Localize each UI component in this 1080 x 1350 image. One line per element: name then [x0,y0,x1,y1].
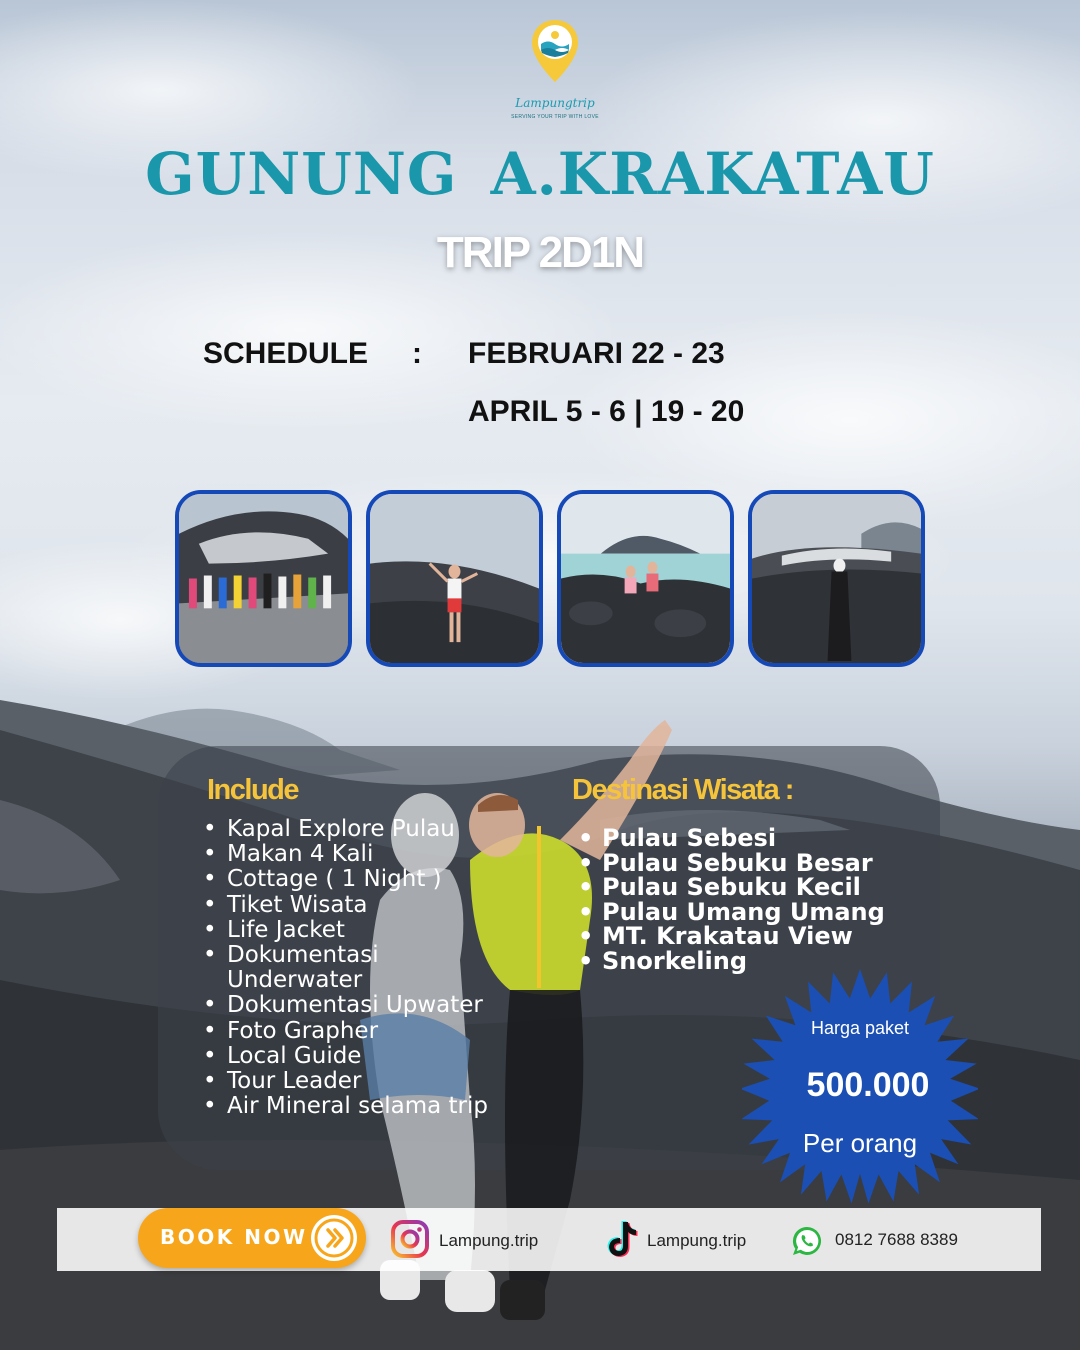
woman-black-dress-crater-icon [752,494,921,663]
price-badge [742,968,978,1204]
list-item: • Cottage ( 1 Night ) [203,867,543,892]
list-item: • Foto Grapher [203,1019,543,1044]
list-item: • Dokumentasi Underwater [203,943,403,993]
women-on-rocks-sea-icon [561,494,730,663]
list-item: • Dokumentasi Upwater [203,993,543,1018]
schedule-separator: : [412,337,422,370]
instagram-handle[interactable]: Lampung.trip [439,1231,539,1250]
price-amount: 500.000 [806,1066,930,1104]
include-heading: Include [207,774,299,806]
instagram-icon[interactable] [391,1220,429,1258]
destinations-list [578,826,908,973]
brand-logo [505,18,605,118]
column-divider [537,826,541,988]
double-chevron-right-icon [311,1215,357,1261]
destinations-heading: Destinasi Wisata : [572,774,793,806]
map-pin-icon [529,18,581,84]
schedule-dates-april: APRIL 5 - 6 | 19 - 20 [468,395,745,428]
whatsapp-icon[interactable] [791,1225,823,1257]
tiktok-handle[interactable]: Lampung.trip [647,1231,747,1250]
page-title: GUNUNG A.KRAKATAU [145,140,935,208]
list-item: • Air Mineral selama trip [203,1094,543,1119]
list-item: • Pulau Sebuku Kecil [578,875,908,900]
list-item: • Local Guide [203,1044,543,1069]
list-item: • MT. Krakatau View [578,924,908,949]
book-now-label: BOOK NOW [160,1225,308,1249]
price-label: Harga paket [810,1018,910,1038]
list-item: • Life Jacket [203,918,543,943]
photo-woman-slope [366,490,543,667]
list-item: • Pulau Umang Umang [578,900,908,925]
photo-woman-crater [748,490,925,667]
list-item: • Tour Leader [203,1069,543,1094]
list-item: • Makan 4 Kali [203,842,543,867]
trip-duration: TRIP 2D1N [436,228,644,277]
price-unit: Per orang [802,1128,918,1158]
logo-wordmark: Lampungtrip [515,96,595,110]
list-item: • Pulau Sebuku Besar [578,851,908,876]
list-item: • Kapal Explore Pulau [203,817,543,842]
photo-women-rocks [557,490,734,667]
schedule-dates-february: FEBRUARI 22 - 23 [468,337,725,370]
tiktok-icon[interactable] [604,1220,638,1258]
group-photo-crater-icon [179,494,348,663]
logo-tagline: SERVING YOUR TRIP WITH LOVE [511,114,599,120]
woman-red-shorts-slope-icon [370,494,539,663]
schedule-label: SCHEDULE [203,337,369,370]
include-list [203,817,543,1119]
book-now-button[interactable] [138,1208,366,1268]
photo-group-crater [175,490,352,667]
list-item: • Pulau Sebesi [578,826,908,851]
whatsapp-number[interactable]: 0812 7688 8389 [835,1230,958,1249]
list-item: • Snorkeling [578,949,908,974]
list-item: • Tiket Wisata [203,893,543,918]
